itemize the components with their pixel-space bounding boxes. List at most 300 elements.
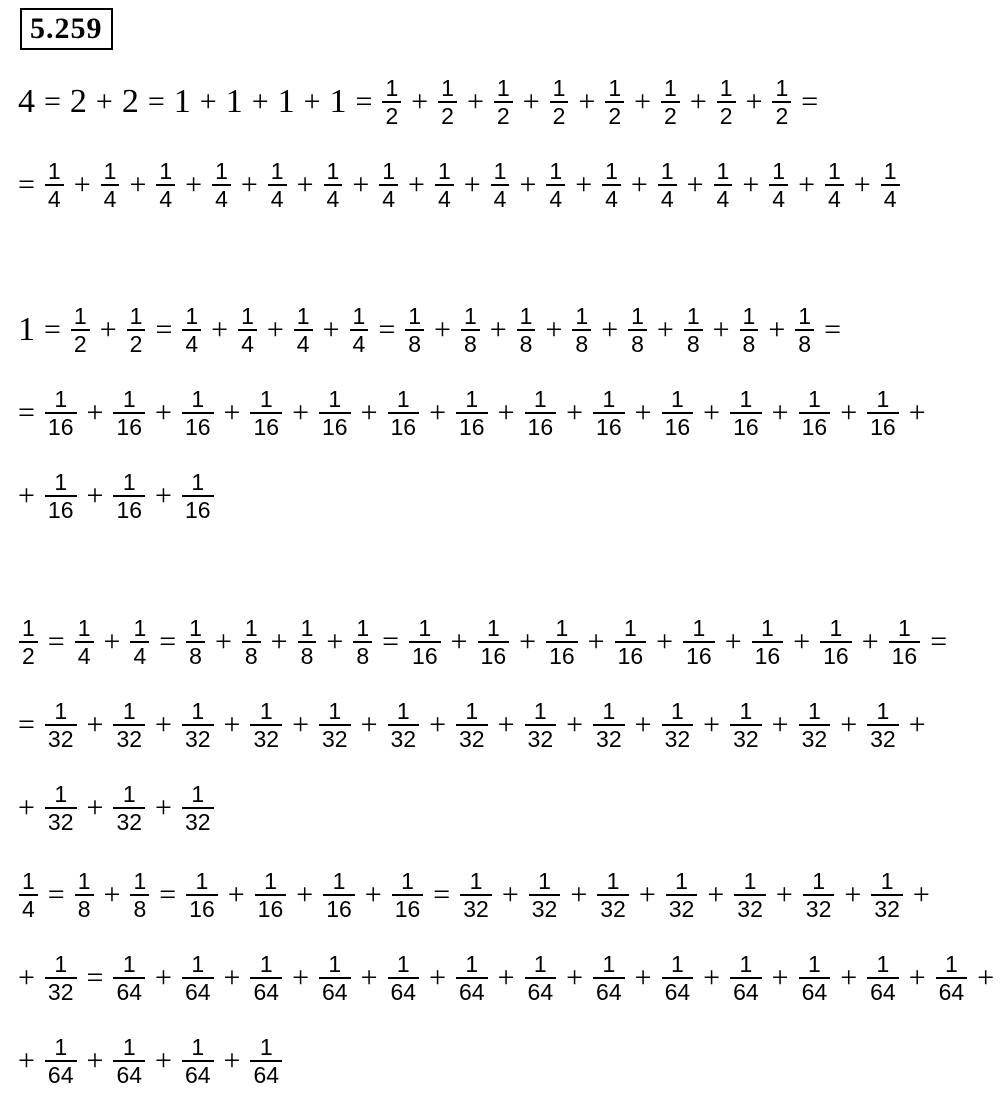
fraction-numerator: 1 [670, 951, 684, 977]
fraction-denominator: 16 [390, 414, 417, 440]
fraction-numerator: 1 [54, 781, 68, 807]
plus-sign: + [466, 85, 484, 118]
plus-sign: + [634, 85, 652, 118]
fraction [461, 303, 480, 357]
fraction [113, 781, 145, 835]
fraction-denominator: 4 [549, 186, 563, 212]
equals-sign: = [47, 878, 65, 911]
fraction [456, 698, 488, 752]
fraction-denominator: 16 [412, 643, 438, 669]
fraction-denominator: 64 [116, 979, 143, 1005]
fraction [769, 158, 788, 212]
fraction-denominator: 8 [189, 643, 202, 669]
fraction-denominator: 32 [47, 809, 74, 835]
fraction [45, 386, 77, 440]
plus-sign: + [840, 708, 858, 741]
equals-sign: = [378, 313, 396, 346]
fraction [662, 698, 694, 752]
fraction-denominator: 64 [390, 979, 417, 1005]
fraction-numerator: 1 [189, 615, 202, 641]
equals-sign: = [44, 313, 61, 346]
fraction-denominator: 64 [527, 979, 554, 1005]
fraction-numerator: 1 [191, 951, 205, 977]
fraction [525, 951, 557, 1005]
fraction [353, 615, 372, 669]
fraction [734, 868, 766, 922]
fraction [324, 158, 343, 212]
fraction-numerator: 1 [244, 615, 258, 641]
fraction-denominator: 16 [891, 643, 918, 669]
fraction [662, 386, 694, 440]
fraction [319, 698, 351, 752]
plus-sign: + [656, 625, 674, 658]
fraction-numerator: 1 [623, 615, 637, 641]
fraction-numerator: 1 [533, 698, 547, 724]
fraction [460, 868, 492, 922]
fraction-numerator: 1 [739, 951, 753, 977]
fraction [456, 386, 488, 440]
fraction-denominator: 8 [356, 643, 370, 669]
fraction [388, 951, 420, 1005]
plus-sign: + [99, 313, 117, 346]
plus-sign: + [601, 313, 619, 346]
equals-sign: = [86, 961, 104, 994]
fraction-denominator: 16 [116, 414, 143, 440]
equals-sign: = [382, 625, 400, 658]
integer-term: 2 [121, 83, 139, 120]
plus-sign: + [634, 396, 652, 429]
fraction-numerator: 1 [605, 158, 618, 184]
fraction-denominator: 4 [133, 643, 147, 669]
fraction-denominator: 2 [775, 103, 789, 129]
fraction-numerator: 1 [812, 868, 825, 894]
plus-sign: + [364, 878, 382, 911]
fraction-numerator: 1 [47, 158, 61, 184]
fraction [113, 386, 145, 440]
plus-sign: + [429, 961, 447, 994]
fraction-numerator: 1 [469, 868, 483, 894]
fraction-denominator: 4 [352, 331, 366, 357]
fraction-denominator: 8 [133, 896, 147, 922]
fraction-denominator: 2 [385, 103, 399, 129]
equation-line [18, 693, 935, 757]
fraction [19, 615, 38, 669]
plus-sign: + [86, 396, 104, 429]
fraction [127, 303, 146, 357]
fraction-denominator: 2 [552, 103, 566, 129]
fraction-denominator: 4 [493, 186, 507, 212]
plus-sign: + [352, 168, 370, 201]
fraction-numerator: 1 [602, 951, 616, 977]
plus-sign: + [223, 961, 241, 994]
plus-sign: + [497, 961, 515, 994]
fraction-denominator: 64 [253, 1062, 280, 1088]
plus-sign: + [429, 708, 447, 741]
plus-sign: + [908, 961, 926, 994]
plus-sign: + [296, 878, 314, 911]
fraction-denominator: 16 [686, 643, 712, 669]
fraction-numerator: 1 [670, 386, 684, 412]
fraction-denominator: 64 [253, 979, 280, 1005]
plus-sign: + [775, 878, 793, 911]
fraction-numerator: 1 [195, 868, 209, 894]
fraction-denominator: 4 [605, 186, 618, 212]
fraction-numerator: 1 [352, 303, 366, 329]
fraction-denominator: 2 [719, 103, 733, 129]
fraction [602, 158, 621, 212]
plus-sign: + [270, 625, 288, 658]
plus-sign: + [18, 1044, 35, 1077]
plus-sign: + [185, 168, 203, 201]
fraction [186, 868, 218, 922]
equals-sign: = [18, 396, 35, 429]
fraction [491, 158, 510, 212]
fraction-numerator: 1 [465, 386, 479, 412]
fraction-numerator: 1 [602, 698, 616, 724]
fraction-numerator: 1 [54, 1034, 68, 1060]
fraction-numerator: 1 [408, 303, 422, 329]
fraction-numerator: 1 [191, 1034, 205, 1060]
fraction [803, 868, 835, 922]
plus-sign: + [360, 396, 378, 429]
fraction-numerator: 1 [533, 951, 547, 977]
plus-sign: + [771, 396, 789, 429]
fraction-numerator: 1 [631, 303, 644, 329]
fraction [182, 469, 214, 523]
plus-sign: + [768, 313, 786, 346]
fraction-denominator: 4 [326, 186, 340, 212]
fraction [820, 615, 852, 669]
equals-sign: = [930, 625, 948, 658]
plus-sign: + [489, 313, 507, 346]
fraction [75, 615, 94, 669]
fraction-denominator: 16 [480, 643, 507, 669]
fraction [795, 303, 814, 357]
plus-sign: + [73, 168, 91, 201]
fraction-numerator: 1 [772, 158, 786, 184]
plus-sign: + [86, 1044, 104, 1077]
fraction [182, 1034, 214, 1088]
fraction [45, 1034, 77, 1088]
fraction [71, 303, 90, 357]
fraction-numerator: 1 [122, 781, 136, 807]
plus-sign: + [223, 1044, 241, 1077]
fraction [45, 469, 77, 523]
plus-sign: + [463, 168, 481, 201]
fraction-numerator: 1 [356, 615, 370, 641]
fraction [268, 158, 287, 212]
fraction-denominator: 2 [22, 643, 35, 669]
plus-sign: + [745, 85, 763, 118]
fraction [546, 158, 565, 212]
fraction [319, 386, 351, 440]
fraction-denominator: 4 [382, 186, 396, 212]
plus-sign: + [296, 168, 314, 201]
fraction-denominator: 32 [463, 896, 489, 922]
fraction-denominator: 32 [184, 809, 211, 835]
plus-sign: + [707, 878, 725, 911]
fraction [250, 951, 282, 1005]
fraction-denominator: 64 [321, 979, 348, 1005]
plus-sign: + [95, 85, 113, 118]
fraction [714, 158, 733, 212]
plus-sign: + [977, 961, 995, 994]
fraction-numerator: 1 [133, 868, 147, 894]
fraction-numerator: 1 [876, 698, 890, 724]
fraction [593, 698, 625, 752]
fraction-numerator: 1 [300, 615, 314, 641]
fraction-denominator: 2 [664, 103, 677, 129]
fraction [319, 951, 351, 1005]
fraction [517, 303, 536, 357]
fraction-denominator: 8 [686, 331, 700, 357]
fraction [605, 75, 624, 129]
fraction-denominator: 16 [189, 896, 215, 922]
fraction-denominator: 4 [270, 186, 284, 212]
plus-sign: + [326, 625, 344, 658]
equation-line [18, 153, 901, 217]
fraction-denominator: 32 [870, 726, 896, 752]
plus-sign: + [155, 961, 172, 994]
equals-sign: = [355, 85, 373, 118]
plus-sign: + [155, 479, 172, 512]
plus-sign: + [861, 625, 879, 658]
fraction [294, 303, 313, 357]
fraction [45, 698, 77, 752]
equals-sign: = [47, 625, 65, 658]
fraction [717, 75, 736, 129]
fraction-numerator: 1 [692, 615, 706, 641]
fraction-numerator: 1 [493, 158, 507, 184]
fraction-denominator: 16 [754, 643, 781, 669]
plus-sign: + [853, 168, 871, 201]
equation-line [18, 863, 939, 927]
fraction-numerator: 1 [133, 615, 147, 641]
plus-sign: + [129, 168, 147, 201]
fraction-denominator: 32 [459, 726, 485, 752]
fraction-denominator: 2 [608, 103, 622, 129]
plus-sign: + [712, 313, 730, 346]
plus-sign: + [214, 625, 232, 658]
plus-sign: + [497, 708, 515, 741]
fraction-denominator: 16 [617, 643, 644, 669]
fraction-numerator: 1 [743, 868, 757, 894]
fraction [456, 951, 488, 1005]
fraction [867, 951, 899, 1005]
plus-sign: + [703, 708, 721, 741]
plus-sign: + [292, 396, 309, 429]
equals-sign: = [155, 313, 173, 346]
fraction-denominator: 32 [116, 726, 143, 752]
plus-sign: + [703, 396, 721, 429]
fraction-denominator: 8 [631, 331, 644, 357]
fraction-denominator: 4 [103, 186, 117, 212]
fraction-denominator: 2 [73, 331, 87, 357]
plus-sign: + [798, 168, 815, 201]
fraction [409, 615, 441, 669]
fraction-numerator: 1 [122, 698, 136, 724]
fraction-numerator: 1 [296, 303, 310, 329]
plus-sign: + [303, 85, 321, 118]
fraction-numerator: 1 [22, 615, 35, 641]
plus-sign: + [522, 85, 540, 118]
plus-sign: + [703, 961, 721, 994]
fraction-denominator: 16 [459, 414, 485, 440]
fraction-numerator: 1 [945, 951, 958, 977]
equals-sign: = [433, 878, 451, 911]
fraction-numerator: 1 [259, 951, 273, 977]
fraction [212, 158, 231, 212]
fraction-numerator: 1 [326, 158, 340, 184]
plus-sign: + [844, 878, 862, 911]
fraction [130, 615, 149, 669]
fraction-denominator: 8 [244, 643, 258, 669]
fraction-numerator: 1 [742, 303, 756, 329]
equals-sign: = [159, 625, 177, 658]
plus-sign: + [434, 313, 451, 346]
fraction-denominator: 4 [772, 186, 786, 212]
fraction-denominator: 8 [519, 331, 533, 357]
fraction-denominator: 2 [441, 103, 454, 129]
fraction-denominator: 4 [716, 186, 730, 212]
fraction-numerator: 1 [807, 951, 821, 977]
fraction-denominator: 16 [549, 643, 575, 669]
fraction-numerator: 1 [519, 303, 533, 329]
fraction [525, 386, 557, 440]
fraction [525, 698, 557, 752]
fraction-denominator: 32 [668, 896, 695, 922]
fraction-denominator: 4 [159, 186, 173, 212]
fraction-numerator: 1 [538, 868, 551, 894]
fraction [186, 615, 205, 669]
integer-term: 4 [18, 83, 35, 120]
fraction-numerator: 1 [437, 158, 451, 184]
fraction-numerator: 1 [898, 615, 911, 641]
fraction-numerator: 1 [463, 303, 477, 329]
fraction [658, 158, 677, 212]
plus-sign: + [86, 708, 104, 741]
fraction [662, 951, 694, 1005]
plus-sign: + [587, 625, 605, 658]
fraction [881, 158, 900, 212]
fraction-numerator: 1 [191, 698, 205, 724]
fraction-numerator: 1 [827, 158, 841, 184]
fraction-numerator: 1 [876, 951, 890, 977]
fraction-denominator: 32 [874, 896, 900, 922]
fraction-numerator: 1 [122, 1034, 136, 1060]
fraction-denominator: 32 [531, 896, 558, 922]
plus-sign: + [912, 878, 930, 911]
fraction [550, 75, 569, 129]
fraction-numerator: 1 [660, 158, 674, 184]
problem-number: 5.259 [20, 8, 113, 50]
fraction-numerator: 1 [549, 158, 563, 184]
fraction-denominator: 32 [184, 726, 211, 752]
plus-sign: + [742, 168, 760, 201]
fraction [666, 868, 698, 922]
plus-sign: + [686, 168, 704, 201]
fraction-numerator: 1 [54, 469, 68, 495]
fraction-numerator: 1 [54, 698, 68, 724]
fraction-denominator: 2 [129, 331, 143, 357]
plus-sign: + [322, 313, 340, 346]
fraction-numerator: 1 [465, 951, 479, 977]
fraction [772, 75, 791, 129]
fraction-denominator: 16 [823, 643, 849, 669]
fraction-denominator: 8 [798, 331, 812, 357]
plus-sign: + [18, 961, 35, 994]
fraction [936, 951, 968, 1005]
fraction-numerator: 1 [54, 386, 68, 412]
fraction-numerator: 1 [191, 386, 205, 412]
plus-sign: + [570, 878, 588, 911]
plus-sign: + [566, 961, 584, 994]
fraction [113, 1034, 145, 1088]
fraction-numerator: 1 [122, 469, 136, 495]
fraction-denominator: 4 [47, 186, 61, 212]
fraction-denominator: 32 [805, 896, 832, 922]
plus-sign: + [103, 625, 121, 658]
fraction-numerator: 1 [159, 158, 173, 184]
fraction [661, 75, 680, 129]
fraction [45, 781, 77, 835]
fraction-denominator: 32 [664, 726, 691, 752]
plus-sign: + [634, 708, 652, 741]
plus-sign: + [227, 878, 245, 911]
equals-sign: = [159, 878, 177, 911]
equals-sign: = [801, 85, 819, 118]
fraction [130, 868, 149, 922]
fraction [388, 698, 420, 752]
plus-sign: + [155, 1044, 172, 1077]
fraction-denominator: 16 [870, 414, 896, 440]
fraction-denominator: 32 [321, 726, 348, 752]
equals-sign: = [824, 313, 841, 346]
fraction [113, 951, 145, 1005]
fraction [182, 951, 214, 1005]
fraction [182, 781, 214, 835]
fraction-numerator: 1 [807, 698, 821, 724]
plus-sign: + [840, 396, 858, 429]
integer-term: 1 [18, 311, 35, 348]
integer-term: 1 [329, 83, 347, 120]
fraction [730, 698, 762, 752]
fraction-numerator: 1 [129, 303, 143, 329]
fraction [529, 868, 561, 922]
fraction-denominator: 4 [437, 186, 451, 212]
fraction [494, 75, 513, 129]
plus-sign: + [638, 878, 656, 911]
fraction-numerator: 1 [739, 698, 753, 724]
equation-line [18, 298, 850, 362]
fraction-numerator: 1 [328, 951, 342, 977]
fraction-numerator: 1 [328, 698, 342, 724]
fraction [255, 868, 287, 922]
fraction [871, 868, 903, 922]
fraction-denominator: 8 [463, 331, 477, 357]
fraction-numerator: 1 [22, 868, 35, 894]
plus-sign: + [86, 791, 104, 824]
fraction-denominator: 16 [733, 414, 759, 440]
fraction [350, 303, 369, 357]
fraction-numerator: 1 [396, 951, 410, 977]
fraction-denominator: 32 [47, 979, 74, 1005]
fraction-numerator: 1 [270, 158, 284, 184]
fraction [45, 951, 77, 1005]
plus-sign: + [771, 961, 789, 994]
fraction-denominator: 4 [77, 643, 91, 669]
fraction [752, 615, 784, 669]
